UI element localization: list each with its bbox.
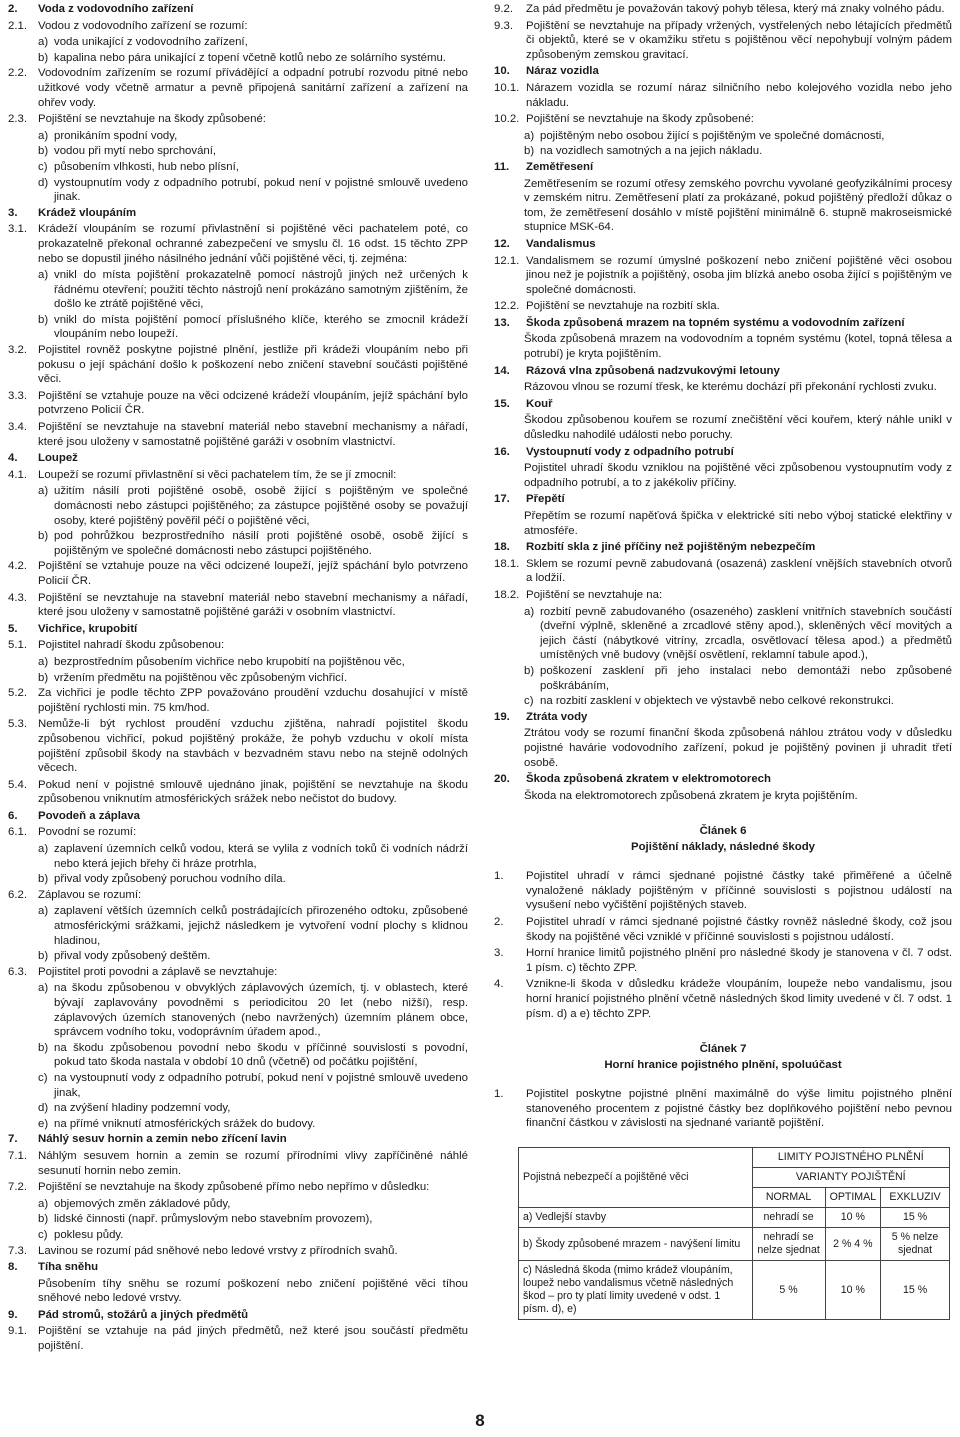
clause-number: 7.1.: [8, 1149, 27, 1162]
clause-text: Vandalismem se rozumí úmyslné poškození nebo zničení pojištěné věci osobou jinou než je pojistník a pojištěný, osoba jim blízká anebo osoba žijící s pojištěným ve společné domácnosti.: [526, 254, 952, 296]
left-column: [8, 2, 468, 1356]
clause-text: Rázová vlna způsobená nadzvukovými letouny: [526, 364, 780, 377]
clause: [494, 299, 952, 314]
clause-text: Vodou z vodovodního zařízení se rozumí:: [38, 19, 248, 32]
clause-number: 2.: [494, 916, 504, 929]
sub-clause-text: poklesu půdy.: [54, 1228, 124, 1241]
clause-number: 18.1.: [494, 557, 520, 570]
article-number: Článek 6: [699, 825, 747, 838]
clause-number: 3.: [494, 947, 504, 960]
sub-clause: [38, 1117, 468, 1132]
clause-number: 8.: [8, 1261, 18, 1274]
clause-number: 2.2.: [8, 67, 27, 80]
clause-text: Povodní se rozumí:: [38, 826, 137, 839]
clause-text: Náhlý sesuv hornin a zemin nebo zřícení lavin: [38, 1133, 287, 1146]
clause: [8, 965, 468, 980]
clause-number: 4.: [494, 978, 504, 991]
sub-clause-letter: d): [38, 176, 49, 189]
sub-clause-letter: a): [38, 982, 49, 995]
clause-text: Ztráta vody: [526, 710, 588, 723]
sub-clause-letter: b): [38, 145, 49, 158]
sub-clause-letter: b): [38, 1213, 49, 1226]
sub-clause-text: zaplavení územních celků vodou, která se vylila z vodních toků či vodních nádrží nebo která jejich břehy či hráze protrhla,: [54, 843, 468, 870]
section-heading: [8, 2, 468, 17]
right-column: [494, 2, 952, 1320]
clause-number: 9.2.: [494, 3, 513, 15]
sub-clause: [38, 529, 468, 558]
section-heading: [8, 622, 468, 637]
section-heading: [8, 1308, 468, 1323]
table-group-header: LIMITY POJISTNÉHO PLNĚNÍ: [752, 1148, 949, 1168]
sub-clause-text: bezprostředním působením vichřice nebo krupobití na pojištěnou věc,: [54, 655, 405, 668]
clause-text: Vznikne-li škoda v důsledku krádeže vloupáním, loupeže nebo vandalismu, jsou horní hranicí pojistného plnění včetně následných škod limity uvedené v čl. 7 odst. 1 písm. d) a e) těchto ZPP.: [526, 978, 952, 1020]
clause-text: Náraz vozidla: [526, 65, 599, 78]
clause-number: 2.: [8, 3, 18, 15]
clause-text: Pojistitel rovněž poskytne pojistné plnění, jestliže při krádeži vloupáním nebo při pokusu o její spáchání došlo k poškození nebo zničení stavební součásti pojištěné věci.: [38, 344, 468, 386]
sub-clause-letter: a): [38, 1197, 49, 1210]
page-number: 8: [475, 1411, 485, 1430]
row-value: 5 % nelze sjednat: [881, 1228, 950, 1261]
variant-header: EXKLUZIV: [881, 1188, 950, 1208]
table-col-header: Pojistná nebezpečí a pojištěné věci: [519, 1148, 753, 1208]
sub-clause-text: poškození zasklení při jeho instalaci nebo demontáži nebo způsobené poškrábáním,: [540, 664, 952, 692]
sub-clause: [38, 655, 468, 670]
clause-text: Pojištění se nevztahuje na:: [526, 588, 663, 601]
section-heading: [494, 316, 952, 331]
clause: [494, 2, 952, 17]
clause-number: 11.: [494, 160, 510, 173]
sub-clause: [38, 842, 468, 871]
clause-text: Povodeň a záplava: [38, 809, 140, 822]
table-row: [519, 1208, 950, 1228]
row-value: 15 %: [881, 1261, 950, 1320]
sub-clause-text: na vozidlech samotných a na jejich nákladu.: [540, 145, 763, 158]
clause-text: Za pád předmětu je považován takový pohyb tělesa, který má znaky volného pádu.: [526, 3, 945, 15]
clause-text: Pojištění se vztahuje pouze na věci odcizené krádeží vloupáním, jejíž spáchání bylo potvrzeno Policií ČR.: [38, 389, 468, 417]
clause: [8, 1244, 468, 1259]
sub-clause-text: pronikáním spodní vody,: [54, 129, 178, 142]
sub-clause: [38, 1041, 468, 1070]
clause-number: 16.: [494, 445, 510, 458]
sub-clause-letter: a): [524, 605, 535, 618]
clause-number: 4.1.: [8, 468, 27, 481]
row-value: 15 %: [881, 1208, 950, 1228]
clause-number: 5.4.: [8, 778, 27, 791]
clause-text: Vandalismus: [526, 237, 596, 250]
clause: [8, 1149, 468, 1178]
row-value: 2 % 4 %: [825, 1228, 881, 1261]
article-number: Článek 7: [699, 1043, 747, 1056]
section-paragraph: Rázovou vlnou se rozumí třesk, ke kterému dochází při překonání rychlosti zvuku.: [524, 381, 937, 394]
clause-number: 3.: [8, 206, 18, 219]
sub-clause-text: na vystoupnutí vody z odpadního potrubí, pokud není v pojistné smlouvě uvedeno jinak,: [54, 1071, 468, 1099]
clause: [494, 112, 952, 127]
sub-clause-letter: b): [38, 530, 49, 543]
clause-text: Krádež vloupáním: [38, 206, 137, 219]
sub-clause-letter: c): [38, 1071, 48, 1084]
row-label: a) Vedlejší stavby: [519, 1208, 753, 1228]
clause-number: 4.3.: [8, 591, 27, 604]
clause-text: Pojištění se nevztahuje na škody způsobené:: [526, 113, 754, 126]
row-value: nehradí se: [752, 1208, 825, 1228]
clause-number: 1.: [494, 870, 504, 883]
sub-clause-letter: b): [38, 51, 49, 64]
sub-clause-text: voda unikající z vodovodního zařízení,: [54, 36, 248, 49]
clause: [8, 19, 468, 34]
section-heading: [494, 160, 952, 175]
clause-number: 12.2.: [494, 300, 520, 313]
sub-clause: [38, 872, 468, 887]
sub-clause: [524, 129, 952, 144]
clause-text: Nárazem vozidla se rozumí náraz silničního nebo kolejového vozidla nebo jeho nákladu.: [526, 81, 952, 109]
clause-text: Pojištění se nevztahuje na případy vržených, vystřelených nebo létajících předmětů či objektů, které se v okamžiku střetu s pojištěnou věcí nepohybují volným pádem způsobeným zemskou gravitací.: [526, 19, 952, 61]
section-heading: [494, 710, 952, 725]
clause-number: 10.1.: [494, 81, 520, 94]
sub-clause-letter: a): [38, 36, 49, 49]
clause: [8, 638, 468, 653]
clause-text: Krádeží vloupáním se rozumí přivlastnění si pojištěné věci pachatelem poté, co prokazatelně překonal ochranné zabezpečení ve smyslu čl. 16 odst. 15 těchto ZPP nebo se dopustil jiného násilného jednání vůči pojištěné věci, tj. zejména:: [38, 223, 468, 265]
sub-clause-letter: b): [38, 1041, 49, 1054]
clause-number: 5.3.: [8, 718, 27, 731]
clause-text: Pojištění se nevztahuje na rozbití skla.: [526, 300, 720, 313]
sub-clause: [38, 1197, 468, 1212]
clause: [8, 686, 468, 715]
variant-header: NORMAL: [752, 1188, 825, 1208]
clause-text: Pojistitel poskytne pojistné plnění maximálně do výše limitu pojistného plnění stanoveného procentem z pojistné částky bez doplňkového pojištění nebo pevnou finanční částkou v závislosti na sjednané variantě pojištění.: [526, 1088, 952, 1130]
clause-text: Loupež: [38, 452, 78, 465]
sub-clause-letter: d): [38, 1102, 49, 1115]
sub-clause-text: vržením předmětu na pojištěnou věc způsobeným vichřicí.: [54, 671, 348, 684]
clause-text: Škoda způsobená mrazem na topném systému a vodovodním zařízení: [526, 316, 905, 329]
sub-clause-text: vystoupnutím vody z odpadního potrubí, pokud není v pojistné smlouvě uvedeno jinak.: [54, 176, 468, 204]
clause-text: Pojistitel uhradí v rámci sjednané pojistné částky také přiměřené a účelně vynaložené náklady pojištěným v příčinné souvislosti s pojistnou událostí na vysušení nebo vyčištění pojištěných staveb.: [526, 870, 952, 912]
clause-number: 9.: [8, 1308, 18, 1321]
section-heading: [8, 809, 468, 824]
sub-clause-text: rozbití pevně zabudovaného (osazeného) zasklení vnitřních stavebních součástí (dveřní výplně, skleněné a zrcadlové stěny apod.), skleněných věcí movitých a jejich částí (nábytkové vitríny, zrcadla, osvětlovací tělesa apod.) a předmětů umístěných vně budovy (vnější osvětlení, reklamní tabule apod.),: [540, 605, 952, 662]
clause-text: Pojištění se nevztahuje na stavební materiál nebo stavební mechanismy a nářadí, které jsou uloženy v samostatně pojištěné garáži v osobním vlastnictví.: [38, 591, 468, 619]
clause: [8, 389, 468, 418]
sub-clause: [38, 313, 468, 342]
section-paragraph: Škoda způsobená mrazem na vodovodním a topném systému (kotel, topná tělesa a potrubí) je kryta pojištěním.: [524, 333, 952, 361]
clause: [8, 1180, 468, 1195]
sub-clause-text: vnikl do místa pojištění prokazatelně pomocí nástrojů jiných než určených k řádnému otevření; použití těchto nástrojů není prokázáno samotným zjištěním, že došlo ke ztrátě pojištěné věci,: [54, 269, 468, 311]
sub-clause-letter: a): [38, 485, 49, 498]
sub-clause-text: užitím násilí proti pojištěné osobě, osobě žijící s pojištěným ve společné domácnosti nebo zástupci pojištěného; za zástupce pojištěné osoby se považují osoby, které pojištěný pověřil péčí o pojištěné věci,: [54, 485, 468, 527]
clause-number: 15.: [494, 397, 510, 410]
clause-number: 6.2.: [8, 888, 27, 901]
clause-number: 5.: [8, 622, 18, 635]
clause-number: 17.: [494, 493, 510, 506]
clause-number: 10.2.: [494, 113, 520, 126]
sub-clause-letter: b): [38, 313, 49, 326]
clause-number: 5.1.: [8, 639, 27, 652]
section-heading: [494, 364, 952, 379]
section-paragraph: Pojistitel uhradí škodu vzniklou na pojištěné věci způsobenou vystoupnutím vody z odpadního potrubí, a to z jakékoliv příčiny.: [524, 462, 952, 489]
clause-number: 4.: [8, 452, 18, 465]
sub-clause: [38, 1071, 468, 1100]
clause-number: 9.1.: [8, 1325, 27, 1338]
clause: [494, 19, 952, 63]
clause: [494, 915, 952, 944]
clause-text: Vystoupnutí vody z odpadního potrubí: [526, 445, 734, 458]
sub-clause: [38, 1101, 468, 1116]
sub-clause-text: lidské činnosti (např. průmyslovým nebo stavebním provozem),: [54, 1213, 373, 1226]
section-heading: [494, 397, 952, 412]
sub-clause-text: působením vlhkosti, hub nebo plísní,: [54, 160, 239, 173]
clause-number: 3.1.: [8, 223, 27, 236]
sub-clause: [38, 671, 468, 686]
sub-clause-letter: b): [524, 664, 535, 677]
sub-clause-letter: a): [38, 129, 49, 142]
table-variants-header: VARIANTY POJIŠTĚNÍ: [752, 1168, 949, 1188]
sub-clause: [38, 51, 468, 66]
table-row: [519, 1228, 950, 1261]
clause-text: Pojištění se nevztahuje na škody způsobené přímo nebo nepřímo v důsledku:: [38, 1181, 430, 1194]
section-heading: [8, 206, 468, 221]
clause-number: 6.1.: [8, 826, 27, 839]
clause-text: Pojistitel nahradí škodu způsobenou:: [38, 639, 225, 652]
clause-text: Loupeží se rozumí přivlastnění si věci pachatelem tím, že se jí zmocnil:: [38, 468, 397, 481]
sub-clause-letter: c): [38, 1228, 48, 1241]
clause-number: 20.: [494, 773, 510, 786]
sub-clause: [38, 484, 468, 528]
sub-clause: [38, 904, 468, 948]
row-value: 5 %: [752, 1261, 825, 1320]
sub-clause-text: pojištěným nebo osobou žijící s pojištěným ve společné domácnosti,: [540, 129, 885, 142]
sub-clause-text: na škodu způsobenou povodní nebo škodu v příčinné souvislosti s povodní, pokud tato škoda nastala v období 10 dnů (včetně) od počátku pojištění,: [54, 1041, 468, 1069]
sub-clause: [38, 1212, 468, 1227]
clause-number: 4.2.: [8, 560, 27, 573]
sub-clause-letter: b): [38, 873, 49, 886]
article7-header: [494, 1041, 952, 1073]
clause: [8, 112, 468, 127]
section-paragraph: Zemětřesením se rozumí otřesy zemského povrchu vyvolané geofyzikálními procesy v zemském nitru. Zemětřesení platí za prokázané, pokud pojištěný předloží důkaz o tom, že zemětřesení dosáhlo v místě pojištění minimálně 6. stupně makroseismické stupnice MSK-64.: [524, 177, 952, 234]
clause: [494, 254, 952, 298]
clause-number: 1.: [494, 1088, 504, 1101]
clause: [494, 588, 952, 603]
sub-clause-text: zaplavení větších územních celků postrádajících přirozeného odtoku, způsobené atmosférickými srážkami, jejichž následkem je vytvoření vodní plochy s klidnou hladinou,: [54, 905, 468, 947]
sub-clause-text: na rozbití zasklení v objektech ve výstavbě nebo celkové rekonstrukci.: [540, 695, 894, 708]
clause-text: Škoda způsobená zkratem v elektromotorech: [526, 773, 771, 786]
clause: [494, 557, 952, 586]
section-paragraph: Škoda na elektromotorech způsobená zkratem je kryta pojištěním.: [524, 789, 858, 802]
sub-clause-letter: a): [38, 905, 49, 918]
sub-clause: [38, 981, 468, 1039]
sub-clause-text: na škodu způsobenou v obvyklých záplavových územích, tj. v oblastech, které bývají zaplavovány povodněmi s periodicitou 20 let (nebo nižší), resp. záplavových územích stanovených (nebo navržených) územním plánem obce, správcem vodního toku, vodoprávním úřadem apod.,: [54, 982, 468, 1039]
clause-text: Tíha sněhu: [38, 1261, 99, 1274]
sub-clause: [38, 949, 468, 964]
sub-clause: [524, 694, 952, 709]
clause-number: 6.: [8, 809, 18, 822]
clause-number: 7.3.: [8, 1244, 27, 1257]
sub-clause: [38, 129, 468, 144]
clause-text: Sklem se rozumí pevně zabudovaná (osazená) zasklení vnějších stavebních otvorů a lodžií.: [526, 557, 952, 585]
clause-number: 13.: [494, 316, 510, 329]
clause-text: Přepětí: [526, 493, 565, 506]
section-heading: [494, 492, 952, 507]
clause: [8, 1324, 468, 1353]
clause-text: Za vichřici je podle těchto ZPP považováno proudění vzduchu dosahující v místě pojištění rychlosti min. 75 km/hod.: [38, 687, 468, 714]
section-paragraph: Přepětím se rozumí napěťová špička v elektrické síti nebo výboj statické elektřiny v atmosféře.: [524, 510, 952, 537]
clause: [8, 591, 468, 620]
clause-number: 7.2.: [8, 1181, 27, 1194]
clause-text: Záplavou se rozumí:: [38, 888, 142, 901]
clause: [8, 717, 468, 775]
sub-clause: [524, 664, 952, 693]
sub-clause: [524, 144, 952, 159]
clause-text: Pojištění se nevztahuje na škody způsobené:: [38, 113, 266, 126]
sub-clause: [38, 176, 468, 205]
section-heading: [494, 64, 952, 79]
clause-number: 9.3.: [494, 19, 513, 32]
clause-number: 3.2.: [8, 344, 27, 357]
article-title: Pojištění náklady, následné škody: [630, 841, 815, 854]
limits-table: [518, 1147, 950, 1320]
sub-clause-text: kapalina nebo pára unikající z topení včetně kotlů nebo ze solárního systému.: [54, 51, 446, 64]
sub-clause-text: pod pohrůžkou bezprostředního násilí proti pojištěné osobě, osobě žijící s pojištěným ve společné domácnosti nebo zástupci pojištěného.: [54, 530, 468, 557]
sub-clause-letter: b): [524, 145, 535, 158]
clause-number: 6.3.: [8, 965, 27, 978]
clause-text: Náhlým sesuvem hornin a zemin se rozumí přírodními vlivy zapříčiněné náhlé sesunutí hornin nebo zemin.: [38, 1149, 468, 1177]
sub-clause-text: vodou při mytí nebo sprchování,: [54, 145, 217, 158]
sub-clause-letter: b): [38, 950, 49, 963]
clause-text: Pád stromů, stožárů a jiných předmětů: [38, 1308, 249, 1321]
section-paragraph: Ztrátou vody se rozumí finanční škoda způsobená náhlou ztrátou vody v důsledku pojistné havárie vodovodního zařízení, pokud je pojištěný povinen ji uhradit třetí osobě.: [524, 727, 952, 769]
sub-clause-text: vnikl do místa pojištění pomocí příslušného klíče, kterého se zmocnil krádeží vloupáním nebo loupeží.: [54, 313, 468, 341]
clause-text: Vichřice, krupobití: [38, 622, 138, 635]
clause-number: 3.3.: [8, 389, 27, 402]
clause: [8, 825, 468, 840]
clause: [8, 66, 468, 110]
clause-text: Pojištění se vztahuje pouze na věci odcizené loupeží, jejíž spáchání bylo potvrzeno Policií ČR.: [38, 560, 468, 587]
clause: [494, 869, 952, 913]
sub-clause-text: objemových změn základové půdy,: [54, 1197, 231, 1210]
sub-clause-letter: a): [38, 655, 49, 668]
sub-clause: [38, 144, 468, 159]
sub-clause: [38, 1228, 468, 1243]
sub-clause-letter: c): [524, 695, 534, 708]
clause-text: Kouř: [526, 397, 553, 410]
clause-text: Lavinou se rozumí pád sněhové nebo ledové vrstvy z přírodních svahů.: [38, 1244, 398, 1257]
clause-number: 5.2.: [8, 687, 27, 700]
clause-text: Nemůže-li být rychlost proudění vzduchu zjištěna, nahradí pojistitel škodu způsobenou vichřicí, pokud pojištěný prokáže, že pohyb vzduchu v okolí místa pojištění způsobil škody na stavbách v bezvadném stavu nebo na stejně odolných věcech.: [38, 718, 468, 775]
clause: [8, 778, 468, 807]
clause: [494, 977, 952, 1021]
clause: [8, 420, 468, 449]
clause-number: 14.: [494, 364, 510, 377]
row-label: c) Následná škoda (mimo krádež vloupáním, loupež nebo vandalismus včetně následných škod – pro ty platí limity uvedené v odst. 1 písm. d), e): [519, 1261, 753, 1320]
article-title: Horní hranice pojistného plnění, spoluúčast: [604, 1059, 842, 1072]
clause-text: Pojistitel proti povodni a záplavě se nevztahuje:: [38, 965, 278, 978]
clause-number: 7.: [8, 1133, 18, 1146]
section-paragraph: Působením tíhy sněhu se rozumí poškození nebo zničení pojištěné věci tíhou sněhové nebo ledové vrstvy.: [38, 1277, 468, 1305]
clause-text: Pojištění se vztahuje na pád jiných předmětů, než které jsou součástí předmětu pojištění.: [38, 1325, 468, 1353]
clause-number: 12.1.: [494, 254, 520, 267]
clause-text: Vodovodním zařízením se rozumí přívádějící a odpadní potrubí rozvodu pitné nebo užitkové vody včetně armatur a pevně připojená sanitární zařízení a zařízení na ohřev vody.: [38, 67, 468, 109]
clause-text: Pojištění se nevztahuje na stavební materiál nebo stavební mechanismy a nářadí, které jsou uloženy v samostatně pojištěné garáži v osobním vlastnictví.: [38, 421, 468, 448]
row-value: 10 %: [825, 1261, 881, 1320]
clause-text: Pokud není v pojistné smlouvě ujednáno jinak, pojištění se nevztahuje na škodu způsobenou vniknutím atmosférických srážek nebo nečistot do budovy.: [38, 778, 468, 806]
clause: [8, 888, 468, 903]
sub-clause-text: přival vody způsobený deštěm.: [54, 950, 211, 963]
row-value: 10 %: [825, 1208, 881, 1228]
clause-number: 12.: [494, 237, 510, 250]
section-heading: [8, 1132, 468, 1147]
table-row: [519, 1261, 950, 1320]
row-value: nehradí se nelze sjednat: [752, 1228, 825, 1261]
clause-text: Horní hranice limitů pojistného plnění pro následné škody je stanovena v čl. 7 odst. 1 písm. c) těchto ZPP.: [526, 947, 952, 974]
section-heading: [494, 540, 952, 555]
clause: [494, 81, 952, 110]
section-heading: [494, 445, 952, 460]
row-label: b) Škody způsobené mrazem - navýšení limitu: [519, 1228, 753, 1261]
sub-clause: [524, 605, 952, 663]
clause-number: 2.3.: [8, 113, 27, 126]
clause-number: 2.1.: [8, 19, 27, 32]
clause-text: Pojistitel uhradí v rámci sjednané pojistné částky rovněž následné škody, což jsou škody na pojištěné věci vzniklé v příčinné souvislosti s pojistnou událostí.: [526, 916, 952, 943]
clause: [494, 946, 952, 975]
clause: [8, 222, 468, 266]
clause: [8, 559, 468, 588]
clause-text: Voda z vodovodního zařízení: [38, 3, 194, 15]
sub-clause-text: na zvýšení hladiny podzemní vody,: [54, 1102, 231, 1115]
section-heading: [8, 1260, 468, 1275]
sub-clause: [38, 35, 468, 50]
clause-number: 10.: [494, 65, 510, 78]
sub-clause-text: na přímé vniknutí atmosférických srážek do budovy.: [54, 1117, 316, 1130]
sub-clause-text: přival vody způsobený poruchou vodního díla.: [54, 873, 286, 886]
sub-clause-letter: c): [38, 160, 48, 173]
variant-header: OPTIMAL: [825, 1188, 881, 1208]
clause-number: 3.4.: [8, 421, 27, 434]
sub-clause-letter: b): [38, 671, 49, 684]
article6-header: [494, 823, 952, 855]
sub-clause-letter: a): [524, 129, 535, 142]
clause-number: 19.: [494, 710, 510, 723]
sub-clause: [38, 160, 468, 175]
clause-text: Zemětřesení: [526, 160, 594, 173]
clause-number: 18.2.: [494, 588, 520, 601]
sub-clause-letter: a): [38, 843, 49, 856]
section-heading: [494, 772, 952, 787]
clause: [8, 468, 468, 483]
section-heading: [494, 237, 952, 252]
sub-clause-letter: e): [38, 1117, 49, 1130]
clause-number: 18.: [494, 541, 510, 554]
clause: [8, 343, 468, 387]
clause-text: Rozbití skla z jiné příčiny než pojištěným nebezpečím: [526, 541, 816, 554]
section-paragraph: Škodou způsobenou kouřem se rozumí znečištění věci kouřem, který náhle unikl v důsledku nahodilé události nebo poruchy.: [524, 414, 952, 442]
sub-clause: [38, 268, 468, 312]
section-heading: [8, 451, 468, 466]
sub-clause-letter: a): [38, 269, 49, 282]
clause: [494, 1087, 952, 1131]
